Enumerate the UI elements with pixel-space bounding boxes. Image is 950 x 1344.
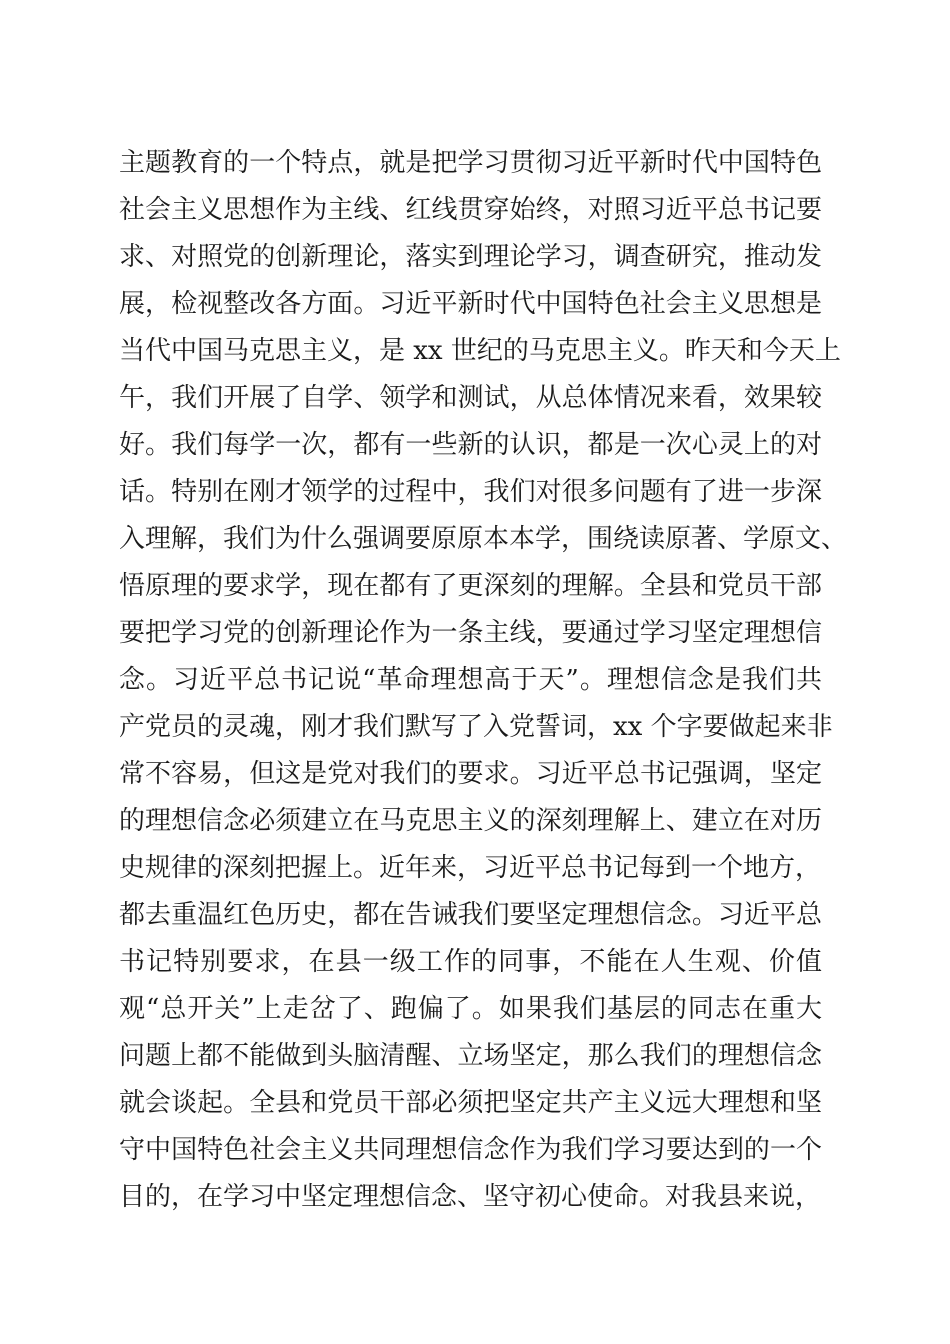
text-line: 当代中国马克思主义，是 xx 世纪的马克思主义。昨天和今天上 <box>119 336 841 366</box>
text-line: 悟原理的要求学，现在都有了更深刻的理解。全县和党员干部 <box>119 571 822 601</box>
text-line: 要把学习党的创新理论作为一条主线，要通过学习坚定理想信 <box>119 618 822 648</box>
text-line: 话。特别在刚才领学的过程中，我们对很多问题有了进一步深 <box>119 477 822 507</box>
text-line: 问题上都不能做到头脑清醒、立场坚定，那么我们的理想信念 <box>119 1041 822 1071</box>
text-line: 观“总开关”上走岔了、跑偏了。如果我们基层的同志在重大 <box>119 994 822 1024</box>
text-line: 书记特别要求，在县一级工作的同事，不能在人生观、价值 <box>119 947 822 977</box>
text-line: 守中国特色社会主义共同理想信念作为我们学习要达到的一个 <box>119 1135 822 1165</box>
text-line: 都去重温红色历史，都在告诫我们要坚定理想信念。习近平总 <box>119 900 822 930</box>
text-line: 主题教育的一个特点，就是把学习贯彻习近平新时代中国特色 <box>119 148 822 178</box>
text-line: 求、对照党的创新理论，落实到理论学习，调查研究，推动发 <box>119 242 822 272</box>
text-line: 午，我们开展了自学、领学和测试，从总体情况来看，效果较 <box>119 383 822 413</box>
text-line: 念。习近平总书记说“革命理想高于天”。理想信念是我们共 <box>119 665 822 695</box>
text-line: 展，检视整改各方面。习近平新时代中国特色社会主义思想是 <box>119 289 822 319</box>
text-line: 常不容易，但这是党对我们的要求。习近平总书记强调，坚定 <box>119 759 822 789</box>
text-line: 的理想信念必须建立在马克思主义的深刻理解上、建立在对历 <box>119 806 822 836</box>
text-line: 就会谈起。全县和党员干部必须把坚定共产主义远大理想和坚 <box>119 1088 822 1118</box>
text-line: 社会主义思想作为主线、红线贯穿始终，对照习近平总书记要 <box>119 195 822 225</box>
text-line: 史规律的深刻把握上。近年来，习近平总书记每到一个地方， <box>119 853 822 883</box>
text-line: 产党员的灵魂，刚才我们默写了入党誓词，xx 个字要做起来非 <box>119 712 833 742</box>
text-line: 入理解，我们为什么强调要原原本本学，围绕读原著、学原文、 <box>119 524 848 554</box>
text-line: 好。我们每学一次，都有一些新的认识，都是一次心灵上的对 <box>119 430 822 460</box>
text-line: 目的，在学习中坚定理想信念、坚守初心使命。对我县来说， <box>119 1182 822 1212</box>
